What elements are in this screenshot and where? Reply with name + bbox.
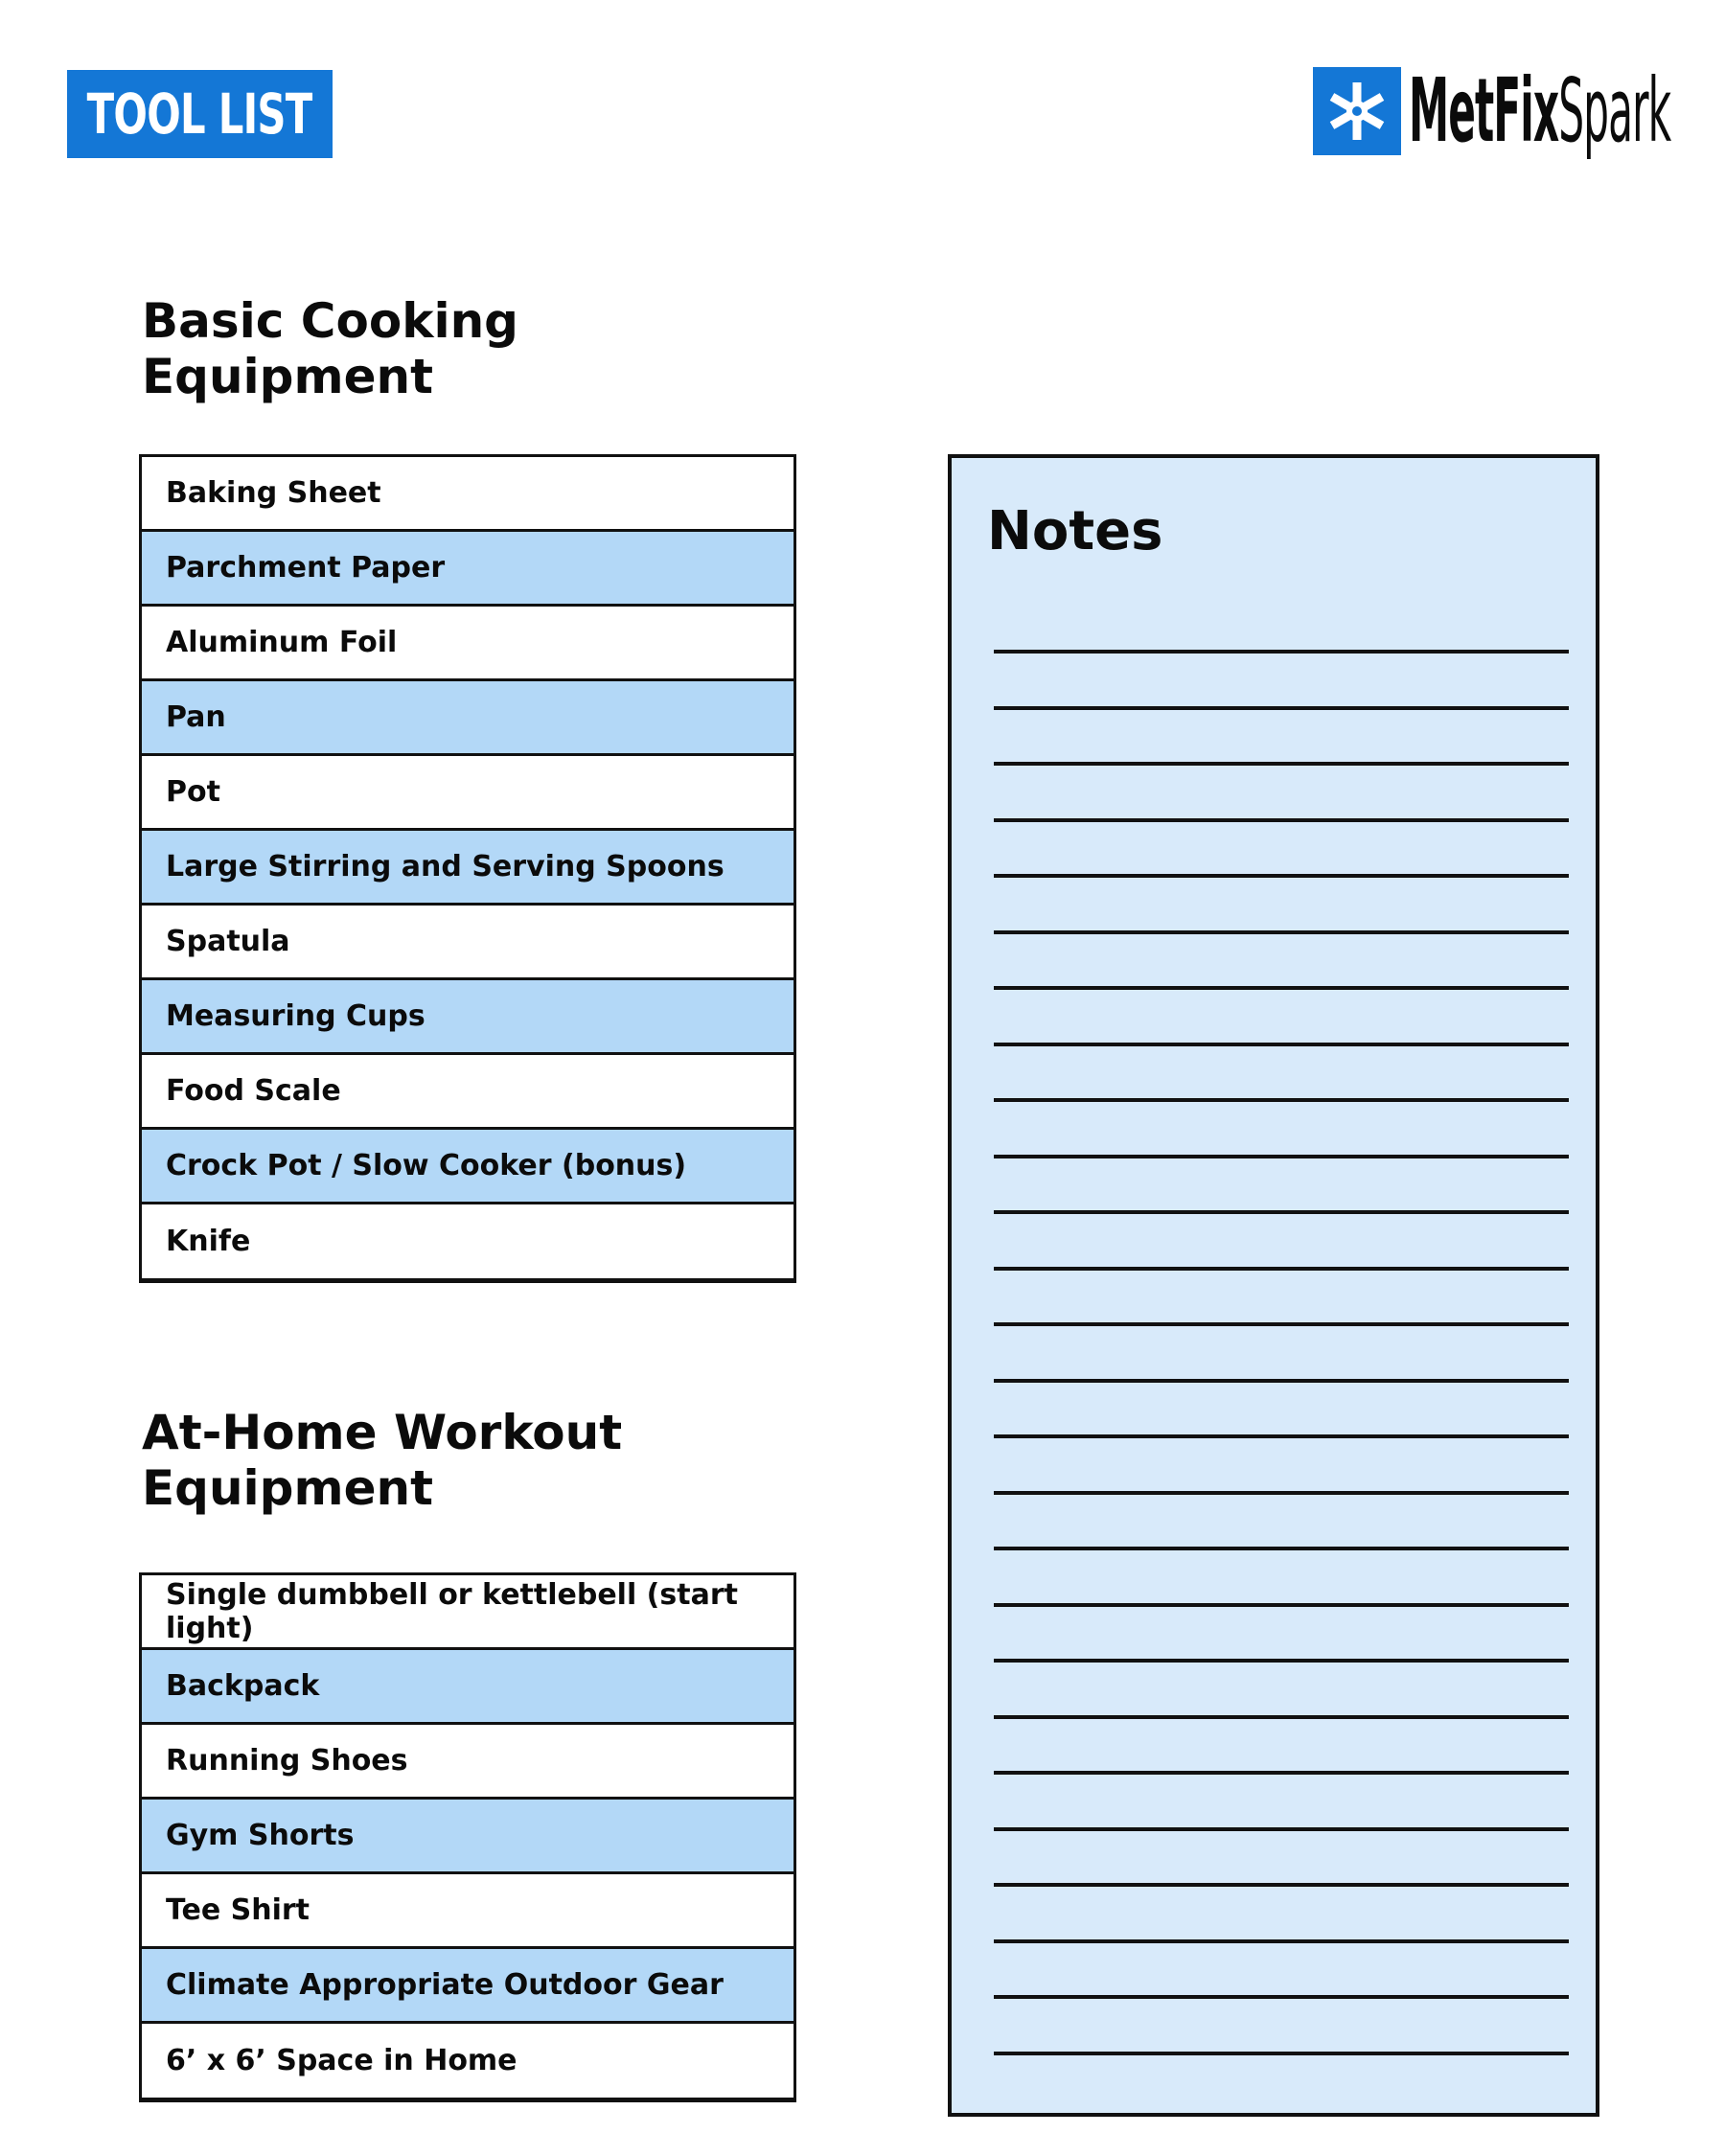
notes-ruled-line: [994, 1547, 1569, 1550]
workout-list-item: [142, 1949, 794, 2024]
notes-ruled-line: [994, 650, 1569, 654]
workout-section-title: [142, 1405, 813, 1516]
cooking-item-label: Measuring Cups: [166, 999, 426, 1033]
notes-ruled-line: [994, 1827, 1569, 1831]
notes-ruled-line: [994, 930, 1569, 934]
notes-ruled-line: [994, 818, 1569, 822]
notes-ruled-line: [994, 1659, 1569, 1663]
cooking-list-item: [142, 756, 794, 831]
workout-equipment-list: [139, 1572, 796, 2102]
workout-item-label: Running Shoes: [166, 1744, 408, 1778]
asterisk-icon: [1313, 67, 1401, 155]
workout-list-item: [142, 1874, 794, 1949]
cooking-item-label: Food Scale: [166, 1074, 341, 1108]
workout-list-item: [142, 2024, 794, 2098]
cooking-item-label: Pan: [166, 700, 226, 734]
notes-ruled-line: [994, 1210, 1569, 1214]
notes-ruled-line: [994, 874, 1569, 878]
tool-list-title: TOOL LIST: [87, 81, 312, 147]
notes-ruled-line: [994, 986, 1569, 990]
cooking-title-line1: Basic Cooking: [142, 293, 518, 349]
notes-ruled-line: [994, 1995, 1569, 1999]
cooking-item-label: Baking Sheet: [166, 476, 381, 510]
workout-item-label: Gym Shorts: [166, 1819, 355, 1852]
cooking-item-label: Spatula: [166, 925, 290, 958]
workout-list-item: [142, 1725, 794, 1800]
workout-item-label: Tee Shirt: [166, 1893, 310, 1927]
cooking-list-item: [142, 1130, 794, 1204]
notes-ruled-line: [994, 1098, 1569, 1102]
notes-ruled-line: [994, 2052, 1569, 2055]
cooking-equipment-list: [139, 454, 796, 1283]
notes-ruled-line: [994, 1155, 1569, 1158]
cooking-title-line2: Equipment: [142, 349, 433, 404]
logo-text-spark: Spark: [1558, 59, 1671, 162]
notes-ruled-line: [994, 1322, 1569, 1326]
notes-ruled-line: [994, 1771, 1569, 1775]
notes-ruled-line: [994, 1043, 1569, 1046]
metfix-spark-logo: [1313, 59, 1725, 172]
cooking-list-item: [142, 532, 794, 607]
cooking-list-item: [142, 457, 794, 532]
logo-wordmark: [1409, 59, 1725, 172]
cooking-list-item: [142, 607, 794, 681]
cooking-list-item: [142, 1055, 794, 1130]
notes-panel: [948, 454, 1599, 2117]
notes-ruled-line: [994, 1883, 1569, 1887]
cooking-list-item: [142, 1204, 794, 1278]
notes-ruled-line: [994, 762, 1569, 766]
cooking-item-label: Aluminum Foil: [166, 626, 398, 659]
notes-ruled-line: [994, 1603, 1569, 1607]
workout-item-label: 6’ x 6’ Space in Home: [166, 2044, 518, 2077]
cooking-item-label: Parchment Paper: [166, 551, 446, 585]
cooking-list-item: [142, 906, 794, 980]
cooking-item-label: Knife: [166, 1225, 251, 1258]
notes-ruled-line: [994, 1267, 1569, 1271]
notes-ruled-line: [994, 1491, 1569, 1495]
cooking-item-label: Pot: [166, 775, 220, 809]
workout-title-line1: At-Home Workout: [142, 1405, 623, 1460]
cooking-list-item: [142, 980, 794, 1055]
workout-list-item: [142, 1800, 794, 1874]
cooking-list-item: [142, 681, 794, 756]
workout-title-line2: Equipment: [142, 1460, 433, 1516]
workout-list-item: [142, 1575, 794, 1650]
cooking-item-label: Large Stirring and Serving Spoons: [166, 850, 724, 883]
notes-ruled-line: [994, 706, 1569, 710]
notes-title: Notes: [987, 500, 1163, 562]
workout-item-label: Climate Appropriate Outdoor Gear: [166, 1968, 724, 2002]
cooking-section-title: [142, 293, 813, 404]
cooking-list-item: [142, 831, 794, 906]
notes-ruled-line: [994, 1434, 1569, 1438]
workout-list-item: [142, 1650, 794, 1725]
notes-ruled-line: [994, 1939, 1569, 1943]
cooking-item-label: Crock Pot / Slow Cooker (bonus): [166, 1149, 687, 1182]
notes-ruled-line: [994, 1379, 1569, 1383]
logo-text-metfix: MetFix: [1409, 59, 1559, 162]
notes-ruled-line: [994, 1715, 1569, 1719]
workout-item-label: Single dumbbell or kettlebell (start light): [166, 1577, 738, 1645]
tool-list-badge: [67, 70, 333, 158]
workout-item-label: Backpack: [166, 1669, 320, 1703]
